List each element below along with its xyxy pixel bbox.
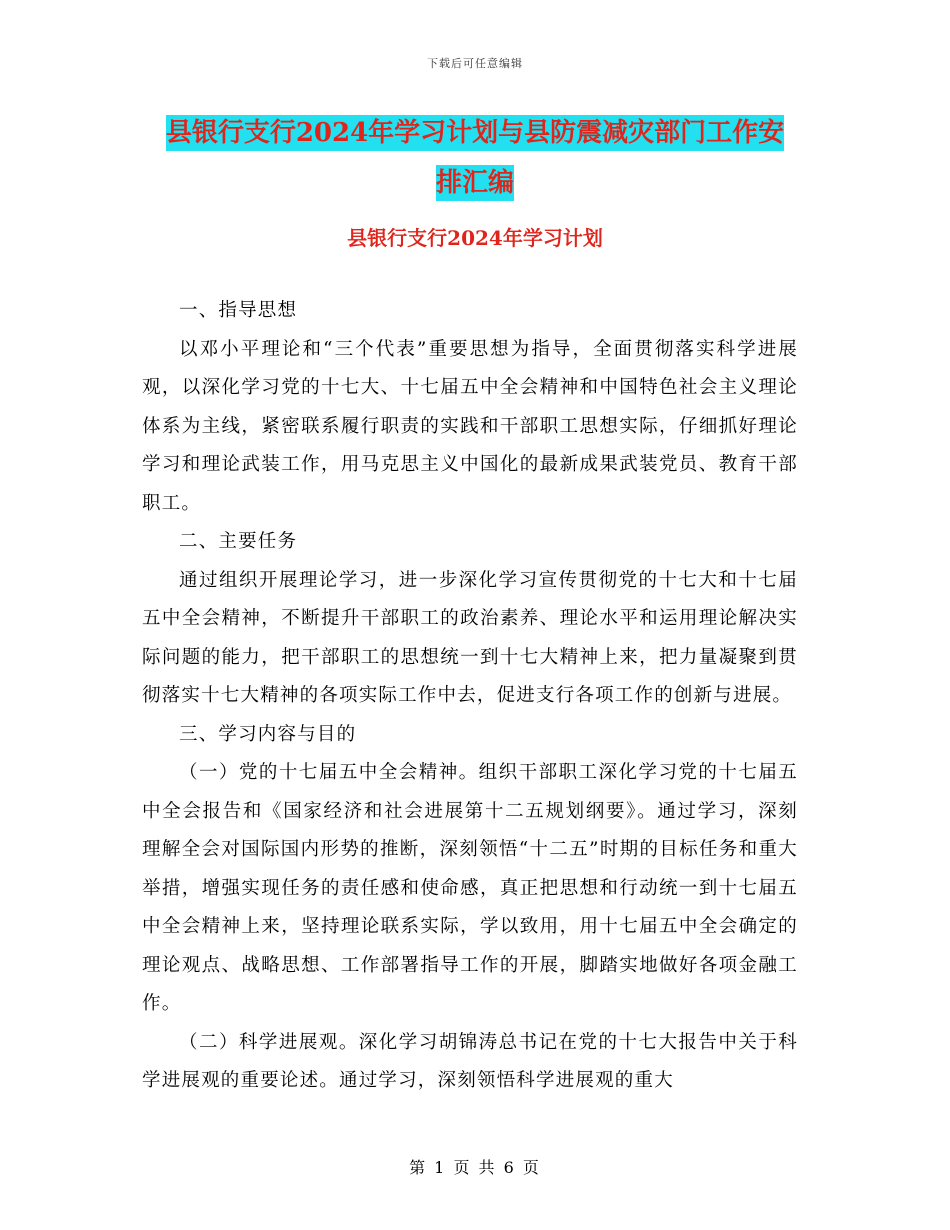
paragraph: 以邓小平理论和“三个代表”重要思想为指导，全面贯彻落实科学进展观，以深化学习党的十七大、十七届五中全会精神和中国特色社会主义理论体系为主线，紧密联系履行职责的实践和干部职工思想实际，仔细抓好理论学习和理论武装工作，用马克思主义中国化的最新成果武装党员、教育干部职工。	[142, 338, 798, 514]
paragraph: （二）科学进展观。深化学习胡锦涛总书记在党的十七大报告中关于科学进展观的重要论述。通过学习，深刻领悟科学进展观的重大	[142, 1031, 798, 1091]
document-title	[140, 108, 810, 208]
heading-study-content: 三、学习内容与目的	[179, 723, 357, 745]
page-number: 第 1 页 共 6 页	[409, 1158, 541, 1177]
document-title-line-2: 排汇编	[436, 165, 514, 201]
heading-guiding-thought: 一、指导思想	[179, 300, 298, 321]
paragraph: （一）党的十七届五中全会精神。组织干部职工深化学习党的十七届五中全会报告和《国家经济和社会进展第十二五规划纲要》。通过学习，深刻理解全会对国际国内形势的推断，深刻领悟“十二五”时期的目标任务和重大举措，增强实现任务的责任感和使命感，真正把思想和行动统一到十七届五中全会精神上来，坚持理论联系实际，学以致用，用十七届五中全会确定的理论观点、战略思想、工作部署指导工作的开展，脚踏实地做好各项金融工作。	[142, 762, 798, 1014]
body-text	[142, 292, 798, 1101]
document-title-line-1: 县银行支行2024年学习计划与县防震减灾部门工作安	[166, 115, 784, 151]
heading-main-tasks: 二、主要任务	[179, 531, 298, 552]
header-note: 下载后可任意编辑	[427, 57, 523, 70]
section-title: 县银行支行2024年学习计划	[347, 226, 603, 250]
paragraph: 通过组织开展理论学习，进一步深化学习宣传贯彻党的十七大和十七届五中全会精神，不断提升干部职工的政治素养、理论水平和运用理论解决实际问题的能力，把干部职工的思想统一到十七大精神上来，把力量凝聚到贯彻落实十七大精神的各项实际工作中去，促进支行各项工作的创新与进展。	[142, 569, 798, 706]
